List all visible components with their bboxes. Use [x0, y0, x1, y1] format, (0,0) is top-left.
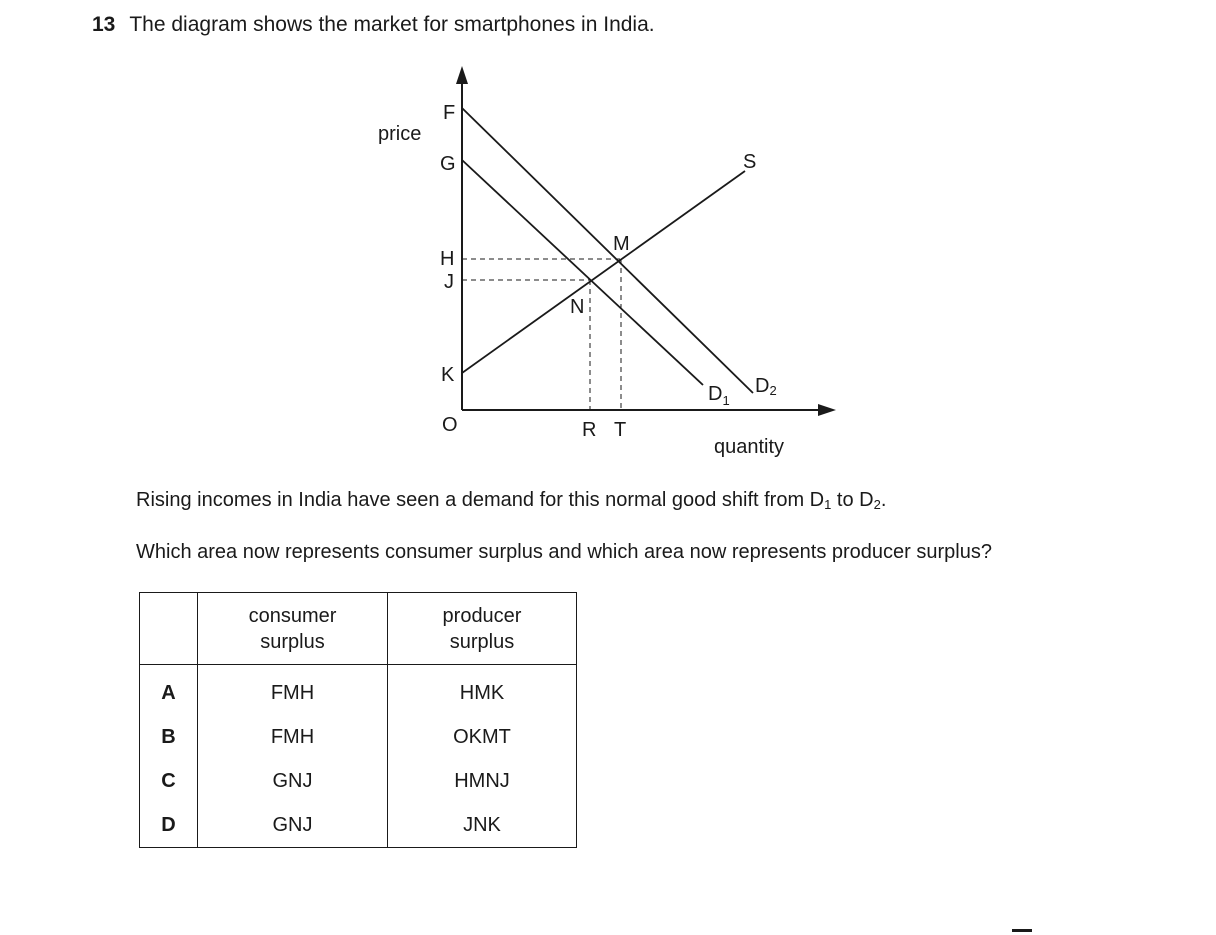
point-label-j: J — [444, 271, 454, 293]
option-letter: D — [140, 803, 198, 848]
option-consumer-surplus: FMH — [198, 665, 388, 716]
option-consumer-surplus: GNJ — [198, 803, 388, 848]
header-producer-surplus — [388, 593, 577, 665]
demand-d1-sub: 1 — [722, 393, 730, 408]
answer-options-table — [139, 592, 577, 848]
point-label-f: F — [443, 102, 456, 124]
option-producer-surplus: JNK — [388, 803, 577, 848]
question-intro: The diagram shows the market for smartphones in India. — [129, 13, 655, 36]
page-edge-mark — [1012, 929, 1032, 932]
shift-statement-sub1: 1 — [824, 497, 832, 512]
option-producer-surplus: HMNJ — [388, 759, 577, 803]
option-row-b[interactable] — [140, 715, 577, 759]
option-producer-surplus: HMK — [388, 665, 577, 716]
option-row-d[interactable] — [140, 803, 577, 848]
header-consumer-line2: surplus — [260, 630, 325, 653]
header-consumer-surplus — [198, 593, 388, 665]
header-blank-cell — [140, 593, 198, 665]
header-producer-line2: surplus — [449, 630, 515, 653]
origin-label: O — [442, 414, 458, 436]
point-label-t: T — [614, 419, 627, 441]
header-producer-line1: producer — [442, 604, 522, 627]
option-letter: A — [140, 665, 198, 716]
demand-d2-sub: 2 — [769, 383, 777, 398]
table-header-row — [140, 593, 577, 665]
option-letter: C — [140, 759, 198, 803]
shift-statement-after: . — [880, 489, 887, 511]
option-consumer-surplus: FMH — [198, 715, 388, 759]
demand-d2-label — [755, 375, 777, 398]
option-consumer-surplus: GNJ — [198, 759, 388, 803]
demand-d1-label — [708, 383, 730, 408]
option-producer-surplus: OKMT — [388, 715, 577, 759]
point-label-g: G — [440, 153, 456, 175]
shift-statement-middle: to D — [831, 489, 874, 511]
option-row-c[interactable] — [140, 759, 577, 803]
point-label-k: K — [441, 364, 455, 386]
quantity-axis-label: quantity — [714, 436, 785, 458]
question-number: 13 — [92, 13, 116, 36]
demand-d2-base: D — [755, 375, 770, 397]
header-consumer-line1: consumer — [248, 604, 337, 627]
price-axis-label: price — [378, 123, 422, 145]
point-label-n: N — [570, 296, 585, 318]
option-row-a[interactable] — [140, 665, 577, 716]
price-axis-arrow — [456, 66, 468, 84]
shift-statement — [136, 489, 886, 512]
shift-statement-before: Rising incomes in India have seen a demand for this normal good shift from D — [136, 489, 825, 511]
question-prompt: Which area now represents consumer surplus and which area now represents producer surplus? — [136, 541, 992, 563]
point-label-r: R — [582, 419, 597, 441]
point-label-m: M — [613, 233, 630, 255]
point-label-h: H — [440, 248, 455, 270]
demand-curve-d1 — [462, 160, 703, 385]
shift-statement-sub2: 2 — [873, 497, 881, 512]
quantity-axis-arrow — [818, 404, 836, 416]
demand-curve-d2 — [462, 108, 753, 393]
option-letter: B — [140, 715, 198, 759]
supply-curve-label: S — [743, 151, 757, 173]
demand-d1-base: D — [708, 383, 723, 405]
